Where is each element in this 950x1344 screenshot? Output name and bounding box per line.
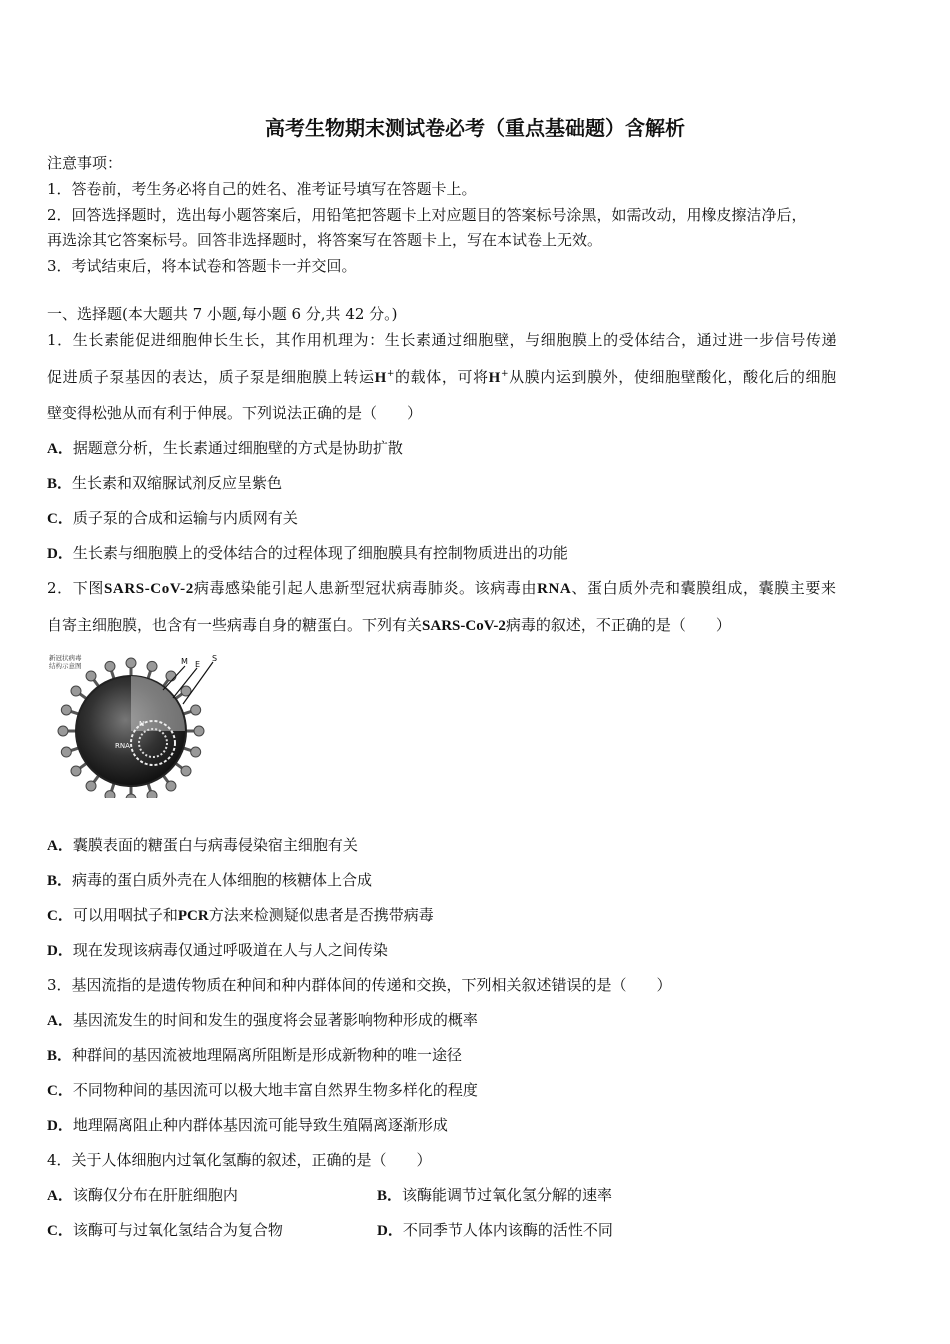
figure-label-e: E xyxy=(195,660,201,669)
q1-stem-line1: 1．生长素能促进细胞伸长生长，其作用机理为：生长素通过细胞壁，与细胞膜上的受体结合，通过进一步信号传递 xyxy=(47,331,838,349)
q4-option-c: C．该酶可与过氧化氢结合为复合物 xyxy=(47,1221,283,1239)
q1-option-d: D．生长素与细胞膜上的受体结合的过程体现了细胞膜具有控制物质进出的功能 xyxy=(47,544,568,562)
q4-stem: 4．关于人体细胞内过氧化氢酶的叙述，正确的是（ ） xyxy=(47,1151,432,1169)
notice-item-1: 1．答卷前，考生务必将自己的姓名、准考证号填写在答题卡上。 xyxy=(47,180,477,198)
notice-item-2: 2．回答选择题时，选出每小题答案后，用铅笔把答题卡上对应题目的答案标号涂黑，如需改动，用橡皮擦洁净后， xyxy=(47,206,807,224)
q2-option-c: C．可以用咽拭子和PCR方法来检测疑似患者是否携带病毒 xyxy=(47,906,434,924)
q3-option-c: C．不同物种间的基因流可以极大地丰富自然界生物多样化的程度 xyxy=(47,1081,478,1099)
q2-option-a: A．囊膜表面的糖蛋白与病毒侵染宿主细胞有关 xyxy=(47,836,358,854)
q1-option-b: B．生长素和双缩脲试剂反应呈紫色 xyxy=(47,474,283,492)
q3-option-d: D．地理隔离阻止种内群体基因流可能导致生殖隔离逐渐形成 xyxy=(47,1116,448,1134)
notice-item-3: 3．考试结束后，将本试卷和答题卡一并交回。 xyxy=(47,257,357,275)
section-heading: 一、选择题(本大题共 7 小题,每小题 6 分,共 42 分。) xyxy=(47,305,398,323)
notice-heading: 注意事项： xyxy=(47,154,123,172)
q3-option-b: B．种群间的基因流被地理隔离所阻断是形成新物种的唯一途径 xyxy=(47,1046,463,1064)
q2-stem-line1: 2．下图SARS-CoV-2病毒感染能引起人患新型冠状病毒肺炎。该病毒由RNA、蛋白质外壳和囊膜组成，囊膜主要来 xyxy=(47,579,837,597)
q1-option-c: C．质子泵的合成和运输与内质网有关 xyxy=(47,509,298,527)
q3-stem: 3．基因流指的是遗传物质在种间和种内群体间的传递和交换，下列相关叙述错误的是（ ） xyxy=(47,976,672,994)
figure-label-rna: RNA xyxy=(115,742,130,750)
q4-option-b: B．该酶能调节过氧化氢分解的速率 xyxy=(377,1186,613,1204)
q3-option-a: A．基因流发生的时间和发生的强度将会显著影响物种形成的概率 xyxy=(47,1011,478,1029)
q1-stem-line2: 促进质子泵基因的表达，质子泵是细胞膜上转运H+的载体，可将H+从膜内运到膜外，使细胞壁酸化，酸化后的细胞 xyxy=(47,368,837,386)
figure-label-s: S xyxy=(212,654,218,663)
figure-label-n: N xyxy=(139,720,145,728)
q1-option-a: A．据题意分析，生长素通过细胞壁的方式是协助扩散 xyxy=(47,439,403,457)
page-title: 高考生物期末测试卷必考（重点基础题）含解析 xyxy=(265,116,685,140)
q4-option-a: A．该酶仅分布在肝脏细胞内 xyxy=(47,1186,238,1204)
figure-caption-1: 新冠状病毒 xyxy=(49,654,82,662)
q1-stem-line3: 壁变得松弛从而有利于伸展。下列说法正确的是（ ） xyxy=(47,404,423,422)
virus-structure-figure xyxy=(45,648,225,798)
q2-stem-line2: 自寄主细胞膜，也含有一些病毒自身的糖蛋白。下列有关SARS-CoV-2病毒的叙述，不正确的是（ ） xyxy=(47,616,731,634)
q2-option-b: B．病毒的蛋白质外壳在人体细胞的核糖体上合成 xyxy=(47,871,373,889)
notice-item-2-cont: 再选涂其它答案标号。回答非选择题时，将答案写在答题卡上，写在本试卷上无效。 xyxy=(47,231,603,249)
q2-option-d: D．现在发现该病毒仅通过呼吸道在人与人之间传染 xyxy=(47,941,388,959)
figure-caption-2: 结构示意图 xyxy=(49,662,82,670)
figure-label-m: M xyxy=(181,657,188,666)
q4-option-d: D．不同季节人体内该酶的活性不同 xyxy=(377,1221,613,1239)
